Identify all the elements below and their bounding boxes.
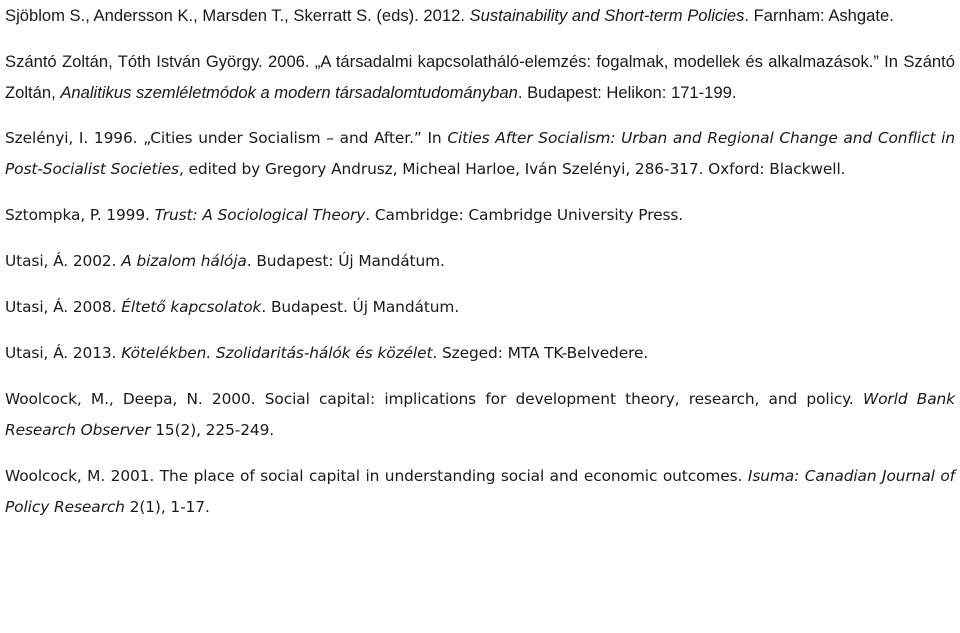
reference-entry	[5, 384, 955, 446]
reference-segment: . Budapest. Új Mandátum.	[261, 298, 460, 316]
reference-title-italic: Analitikus szemléletmódok a modern társadalomtudományban	[60, 83, 518, 102]
reference-entry	[5, 338, 955, 369]
reference-title-italic: Trust: A Sociological Theory	[154, 206, 366, 224]
reference-segment: Sztompka, P. 1999.	[5, 206, 155, 224]
reference-entry	[5, 46, 955, 108]
reference-segment: Szántó Zoltán, Tóth István György. 2006. „A társadalmi kapcsolatháló-elemzés: fogalmak, modellek és alkalmazások.” In Szántó Zoltán,	[5, 52, 955, 102]
reference-entry	[5, 200, 955, 231]
reference-title-italic: A bizalom hálója	[121, 252, 247, 270]
reference-title-italic: World Bank Research Observer	[5, 390, 955, 439]
reference-segment: 2(1), 1-17.	[124, 498, 210, 516]
reference-segment: 15(2), 225-249.	[150, 421, 275, 439]
reference-segment: Woolcock, M. 2001. The place of social capital in understanding social and economic outcomes.	[5, 467, 748, 485]
reference-list	[5, 0, 955, 523]
reference-segment: . Szeged: MTA TK-Belvedere.	[432, 344, 649, 362]
reference-segment: . Budapest: Helikon: 171-199.	[517, 83, 737, 102]
reference-segment: Utasi, Á. 2008.	[5, 298, 122, 316]
reference-entry	[5, 123, 955, 185]
reference-title-italic: Éltető kapcsolatok	[121, 298, 262, 316]
reference-segment: Utasi, Á. 2013.	[5, 344, 122, 362]
reference-entry	[5, 246, 955, 277]
reference-entry	[5, 0, 955, 31]
reference-title-italic: Kötelékben. Szolidaritás-hálók és közélet	[121, 344, 433, 362]
reference-segment: Utasi, Á. 2002.	[5, 252, 122, 270]
reference-segment: , edited by Gregory Andrusz, Micheal Harloe, Iván Szelényi, 286-317. Oxford: Blackwell.	[178, 160, 846, 178]
reference-entry	[5, 292, 955, 323]
reference-entry	[5, 461, 955, 523]
reference-segment: Woolcock, M., Deepa, N. 2000. Social capital: implications for development theory, research, and policy.	[5, 390, 863, 408]
reference-segment: . Budapest: Új Mandátum.	[246, 252, 445, 270]
reference-segment: . Farnham: Ashgate.	[744, 6, 894, 25]
reference-segment: Szelényi, I. 1996. „Cities under Socialism – and After.” In	[5, 129, 448, 147]
reference-title-italic: Isuma: Canadian Journal of Policy Research	[5, 467, 955, 516]
reference-segment: . Cambridge: Cambridge University Press.	[365, 206, 684, 224]
reference-segment: Sjöblom S., Andersson K., Marsden T., Skerratt S. (eds). 2012.	[5, 6, 470, 25]
reference-title-italic: Sustainability and Short-term Policies	[469, 6, 745, 25]
reference-title-italic: Cities After Socialism: Urban and Regional Change and Conflict in Post-Socialist Societies	[5, 129, 955, 178]
